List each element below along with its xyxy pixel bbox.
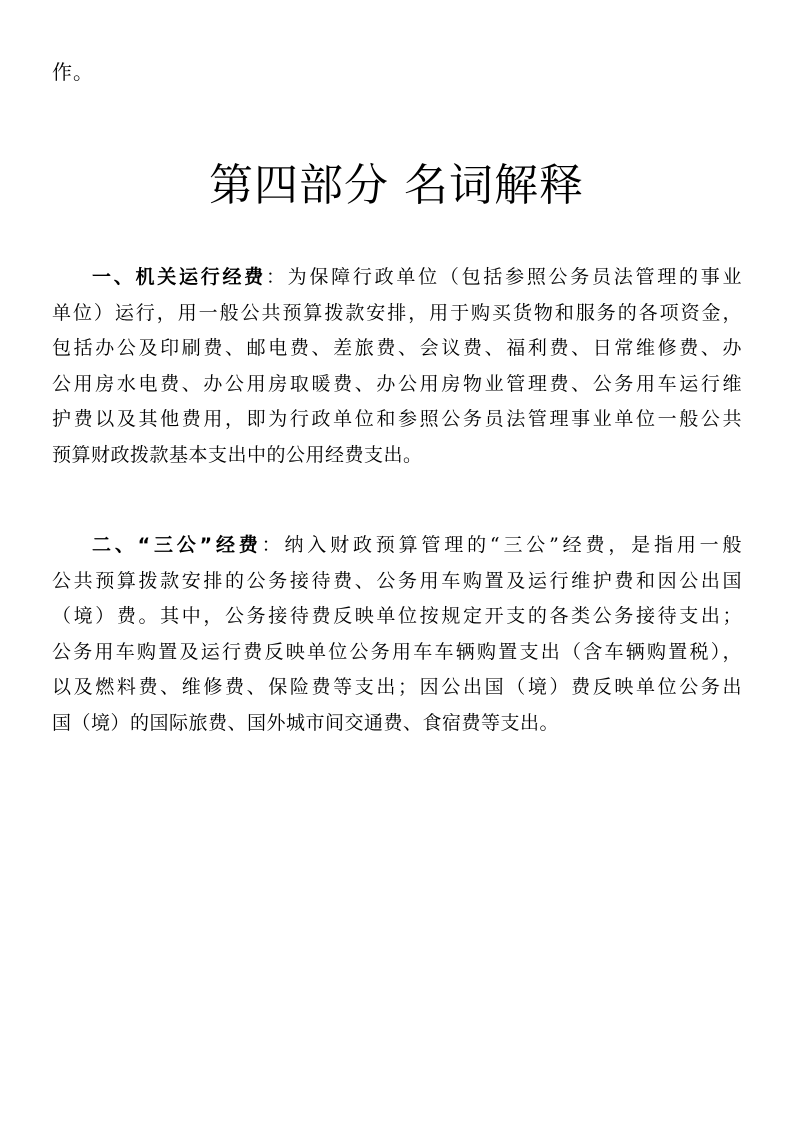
definition-operating-expenses [52,260,742,473]
paragraph-line: 公用房水电费、办公用房取暖费、办公用房物业管理费、公务用车运行维 [52,372,742,395]
paragraph-line: 以及燃料费、维修费、保险费等支出；因公出国（境）费反映单位公务出 [52,676,742,698]
term-label: 二、“三公”经费 [92,534,262,556]
paragraph-line: 公务用车购置及运行费反映单位公务用车车辆购置支出（含车辆购置税）， [52,640,742,663]
paragraph-line: 包括办公及印刷费、邮电费、差旅费、会议费、福利费、日常维修费、办 [52,337,742,359]
paragraph-line: 单位）运行，用一般公共预算拨款安排，用于购买货物和服务的各项资金， [52,301,742,324]
paragraph-line: 护费以及其他费用，即为行政单位和参照公务员法管理事业单位一般公共 [52,408,742,430]
paragraph-line: 预算财政拨款基本支出中的公用经费支出。 [52,443,423,466]
paragraph-text: ：为保障行政单位（包括参照公务员法管理的事业 [265,266,742,288]
term-label: 一、机关运行经费 [92,266,266,288]
carry-over-text: 作。 [52,60,94,84]
definition-three-public-expenses [52,528,742,741]
paragraph-line: 公共预算拨款安排的公务接待费、公务用车购置及运行维护费和因公出国 [52,569,742,592]
paragraph-line [52,260,742,296]
part-title: 第四部分 名词解释 [209,160,584,211]
paragraph-line: 国（境）的国际旅费、国外城市间交通费、食宿费等支出。 [52,711,560,734]
paragraph-text: ：纳入财政预算管理的“三公”经费，是指用一般 [261,534,742,556]
paragraph-line: （境）费。其中，公务接待费反映单位按规定开支的各类公务接待支出； [52,605,742,627]
paragraph-line [52,528,742,564]
